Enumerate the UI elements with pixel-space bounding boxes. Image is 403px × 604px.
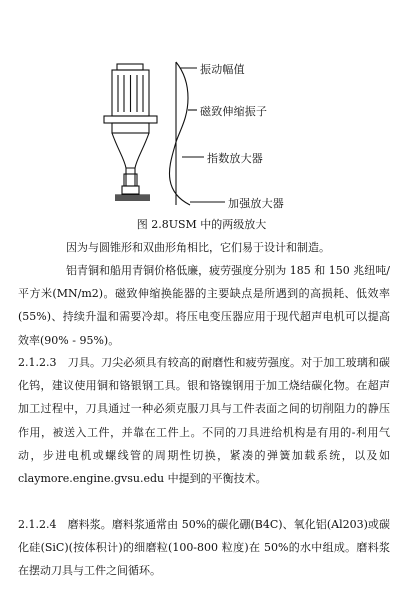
housing-top [117,64,143,70]
paragraph-2: 铝青铜和船用青铜价格低廉，疲劳强度分别为 185 和 150 兆纽吨/平方米(MN/m2)。磁致伸缩换能器的主要缺点是所遇到的高损耗、低效率(55%)、持续升温和需要冷却。将压电变压器应用于现代超声电机可以提高效率(90% - 95%)。 [18,264,390,347]
exponential-horn [112,133,149,168]
figure [0,0,403,232]
figure-caption: 图 2.8USM 中的两级放大 [136,218,267,231]
amplitude-curve [169,62,190,205]
label-exp-amplifier: 指数放大器 [207,152,263,165]
paragraph-4: 2.1.2.4 磨料浆。磨料浆通常由 50%的碳化硼(B4C)、氧化铝(Al203)或碳化硅(SiC)(按体积计)的细磨粒(100-800 粒度)在 50%的水中组成。磨料浆在摆动刀具与工件之间循环。 [18,518,390,578]
label-boost-amplifier: 加强放大器 [228,197,284,210]
paragraph-3: 2.1.2.3 刀具。刀尖必须具有较高的耐磨性和疲劳强度。对于加工玻璃和碳化钨，建议使用铜和铬银钢工具。银和铬镍钢用于加工烧结碳化物。在超声加工过程中，刀具通过一种必须克服刀具与工件表面之间的切削阻力的静压作用，被送入工件，并靠在工件上。不同的刀具进给机构是有用的-利用气动，步进电机或螺线管的周期性切换，紧凑的弹簧加载系统，以及如 claymore.engine.gvsu.edu 中提到的平衡技术。 [18,356,390,486]
label-transducer: 磁致伸缩振子 [200,105,268,118]
workpiece [115,195,150,201]
paragraph-1: 因为与圆锥形和双曲形角相比，它们易于设计和制造。 [66,241,330,254]
collar [112,123,149,133]
label-amplitude: 振动幅值 [200,63,245,76]
tool [122,186,139,194]
flange [104,116,157,123]
